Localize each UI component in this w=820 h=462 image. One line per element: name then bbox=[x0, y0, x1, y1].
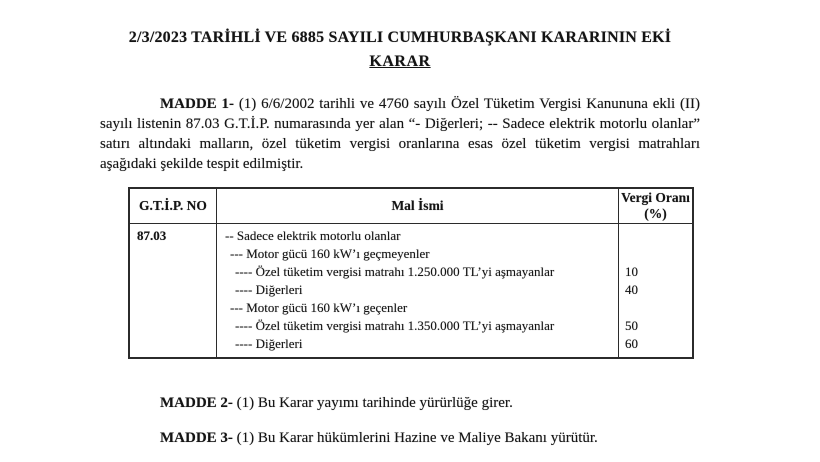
header-gtip-label: G.T.İ.P. NO bbox=[139, 198, 207, 213]
table-body bbox=[130, 224, 692, 357]
article-2-label: MADDE 2- bbox=[160, 395, 233, 411]
article-2-text: (1) Bu Karar yayımı tarihinde yürürlüğe girer. bbox=[236, 395, 513, 411]
header-cell-vergi-orani bbox=[619, 189, 692, 223]
vergi-orani-value: 50 bbox=[625, 318, 638, 333]
vergi-orani-value: 40 bbox=[625, 282, 638, 297]
header-vergi-orani-line2: (%) bbox=[644, 206, 667, 221]
header-cell-mal-ismi bbox=[217, 189, 619, 223]
article-1-label: MADDE 1- bbox=[160, 96, 234, 112]
decree-title: 2/3/2023 TARİHLİ VE 6885 SAYILI CUMHURBAŞKANI KARARININ EKİ bbox=[128, 29, 672, 46]
mal-ismi-line: ---- Özel tüketim vergisi matrahı 1.250.000 TL’yi aşmayanlar bbox=[235, 264, 555, 279]
article-3-text: (1) Bu Karar hükümlerini Hazine ve Maliye Bakanı yürütür. bbox=[236, 430, 598, 446]
vergi-orani-value bbox=[625, 245, 692, 263]
mal-ismi-line: --- Motor gücü 160 kW’ı geçenler bbox=[230, 300, 408, 315]
decree-title-block bbox=[100, 28, 700, 72]
vergi-orani-value bbox=[625, 227, 692, 245]
document-content bbox=[100, 0, 700, 448]
vergi-orani-cell bbox=[619, 224, 692, 357]
gtip-no-value: 87.03 bbox=[137, 228, 167, 243]
mal-ismi-line: --- Motor gücü 160 kW’ı geçmeyenler bbox=[230, 246, 430, 261]
gtip-no-cell bbox=[130, 224, 217, 357]
article-3-paragraph bbox=[100, 428, 700, 448]
vergi-orani-value: 60 bbox=[625, 336, 638, 351]
article-3-label: MADDE 3- bbox=[160, 430, 233, 446]
mal-ismi-cell bbox=[217, 224, 619, 357]
article-1-paragraph bbox=[100, 94, 700, 174]
table-header-row bbox=[130, 189, 692, 224]
header-cell-gtip-no bbox=[130, 189, 217, 223]
mal-ismi-line: -- Sadece elektrik motorlu olanlar bbox=[225, 228, 401, 243]
decree-subtitle-karar: KARAR bbox=[369, 53, 431, 70]
article-2-paragraph bbox=[100, 393, 700, 413]
vergi-orani-value: 10 bbox=[625, 264, 638, 279]
vergi-orani-value bbox=[625, 299, 692, 317]
header-vergi-orani-line1: Vergi Oranı bbox=[621, 190, 690, 205]
article-1-text: (1) 6/6/2002 tarihli ve 4760 sayılı Özel Tüketim Vergisi Kanununa ekli (II) sayılı listenin 87.03 G.T.İ.P. numarasında yer alan “- Diğerleri; -- Sadece elektrik motorlu olanlar” satırı altındaki malların, özel tüketim vergisi oranlarına esas özel tüketim vergisi matrahları aşağıdaki şekilde tespit edilmiştir. bbox=[100, 96, 701, 172]
mal-ismi-line: ---- Diğerleri bbox=[235, 282, 303, 297]
mal-ismi-line: ---- Diğerleri bbox=[235, 336, 303, 351]
tax-rate-table bbox=[128, 187, 694, 359]
header-mal-ismi-label: Mal İsmi bbox=[391, 198, 444, 213]
mal-ismi-line: ---- Özel tüketim vergisi matrahı 1.350.000 TL’yi aşmayanlar bbox=[235, 318, 555, 333]
